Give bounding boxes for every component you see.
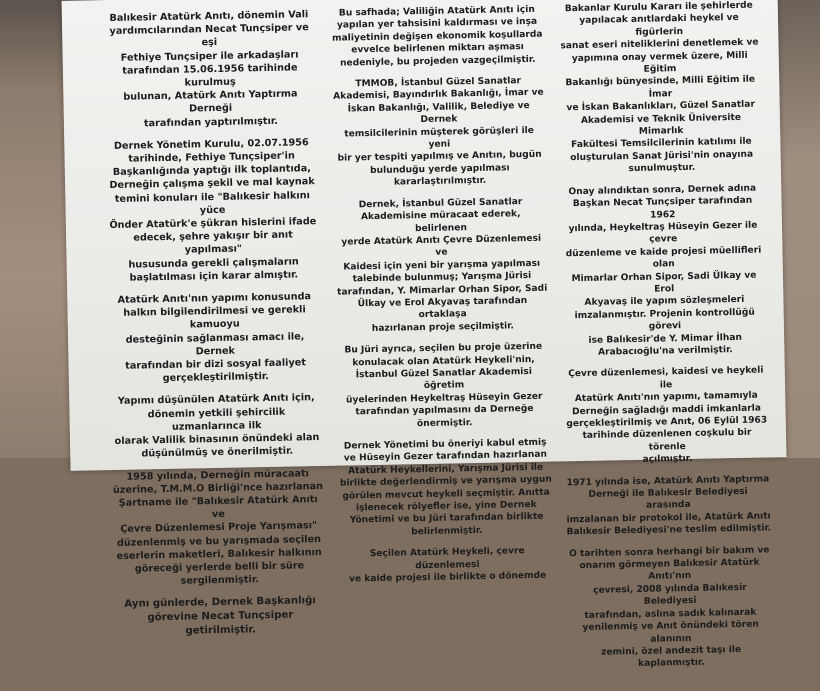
plaque-column-2 xyxy=(330,4,555,595)
paragraph: Çevre düzenlemesi, kaidesi ve heykeli ile Atatürk Anıtı'nın yapımı, tamamıyla Derneğin sağladığı maddi imkanlarla gerçekleştirilmiş ve Anıt, 06 Eylül 1963 tarihinde düzenlenen coşkulu bir törenle açılmıştır. xyxy=(566,365,768,466)
paragraph: O tarihten sonra herhangi bir bakım ve onarım görmeyen Balıkesir Atatürk Anıtı'nın çevresi, 2008 yılında Balıkesir Belediyesi tarafından, aslına sadık kalınarak yenilenmiş ve Anıt önündeki tören alanının zemini, özel andezit taşı ile kaplanmıştır. xyxy=(568,545,770,670)
paragraph: Dernek Yönetim Kurulu, 02.07.1956 tarihinde, Fethiye Tunçsiper'in Başkanlığında yaptığı ilk toplantıda, Derneğin çalışma şekil ve mal kaynak temini konuları ile "Balıkesir halkını yüce Önder Atatürk'e şükran hislerini ifade edecek, şehre yakışır bir anıt yapılması" hususunda gerekli çalışmaların başlatılması için karar almıştır. xyxy=(109,137,317,284)
paragraph: Dernek Yönetimi bu öneriyi kabul etmiş ve Hüseyin Gezer tarafından hazırlanan Atatürk Heykellerini, Yarışma Jürisi ile birlikte değerlendirmiş ve yarışma uygun görülen mevcut heykeli seçmiştir. Anıtta işlenecek rölyefler ise, yine Dernek Yönetimi ve bu Jüri tarafından birlikte belirlenmiştir. xyxy=(339,437,552,538)
paragraph: Seçilen Atatürk Heykeli, çevre düzenlemesi ve kaide projesi ile birlikte o dönemde xyxy=(348,546,547,585)
paragraph: Bu Jüri ayrıca, seçilen bu proje üzerine konulacak olan Atatürk Heykeli'nin, İstanbul Güzel Sanatlar Akademisi öğretim üyelerinden Heykeltraş Hüseyin Gezer tarafından yapılmasını da Derneğe önermiştir. xyxy=(344,341,543,429)
plaque-column-1 xyxy=(102,8,328,649)
paragraph: Atatürk Anıtı'nın yapımı konusunda halkın bilgilendirilmesi ve gerekli kamuoyu desteğinin sağlanması amacı ile, Dernek tarafından bir dizi sosyal faaliyet gerçekleştirilmiştir. xyxy=(117,291,312,385)
paragraph: TMMOB, İstanbul Güzel Sanatlar Akademisi, Bayındırlık Bakanlığı, İmar ve İskan Bakanlığı, Valilik, Belediye ve Dernek temsilcilerinin müşterek görüşleri ile yeni bir yer tespiti yapılmış ve Anıtın, bugün bulunduğu yerde yapılması kararlaştırılmıştır. xyxy=(333,76,544,188)
paragraph: 1958 yılında, Derneğin müracaatı üzerine, T.M.M.O Birliği'nce hazırlanan Şartname ile "Balıkesir Atatürk Anıtı ve Çevre Düzenlemesi Proje Yarışması" düzenlenmiş ve bu yarışmada seçilen eserlerin maketleri, Balıkesir halkının göreceği yerlerde belli bir süre sergilenmiştir. xyxy=(112,467,324,587)
paragraph: Onay alındıktan sonra, Dernek adına Başkan Necat Tunçsiper tarafından 1962 yılında, Heykeltraş Hüseyin Gezer ile çevre düzenleme ve kaide projesi müellifleri olan Mimarlar Orhan Sipor, Sadi Ülkay ve Erol Akyavaş ile yapım sözleşmeleri imzalanmıştır. Projenin kontrollüğü görevi ise Balıkesir'de Y. Mimar İlhan Arabacıoğlu'na verilmiştir. xyxy=(565,183,762,358)
paragraph: 1971 yılında ise, Atatürk Anıtı Yaptırma Derneği ile Balıkesir Belediyesi arasında imzalanan bir protokol ile, Atatürk Anıtı Balıkesir Belediyesi'ne teslim edilmiştir. xyxy=(566,474,772,538)
paragraph: Bu safhada; Valiliğin Atatürk Anıtı için yapılan yer tahsisini kaldırması ve inşa maliyetinin değişen ekonomik koşullarda evvelce belirlenen miktarı aşması nedeniyle, bu projeden vazgeçilmiştir. xyxy=(332,4,543,69)
paragraph: Dernek, İstanbul Güzel Sanatlar Akademisine müracaat ederek, belirlenen yerde Atatürk Anıtı Çevre Düzenlemesi ve Kaidesi için yeni bir yarışma yapılması talebinde bulunmuş; Yarışma Jürisi tarafından, Y. Mimarlar Orhan Sipor, Sadi Ülkay ve Erol Akyavaş tarafından ortaklaşa hazırlanan proje seçilmiştir. xyxy=(336,196,548,334)
paragraph: Yapımı düşünülen Atatürk Anıtı için, dönemin yetkili şehircilik uzmanlarınca ilk olarak Valilik binasının önündeki alan düşünülmüş ve önerilmiştir. xyxy=(114,392,320,460)
paragraph: Aynı günlerde, Dernek Başkanlığı görevine Necat Tunçsiper getirilmiştir. xyxy=(124,595,316,637)
plaque-column-3 xyxy=(556,0,775,681)
paragraph: Bakanlar Kurulu Kararı ile şehirlerde yapılacak anıtlardaki heykel ve figürlerin sanat eseri niteliklerini denetlemek ve yapımına onay vermek üzere, Milli Eğitim Bakanlığı bünyesinde, Milli Eğitim ile İmar ve İskan Bakanlıkları, Güzel Sanatlar Akademisi ve Teknik Üniversite Mimarlık Fakültesi Temsilcilerinin katılımı ile oluşturulan Sanat Jürisi'nin onayına sunulmuştur. xyxy=(560,0,759,175)
memorial-plaque xyxy=(62,0,787,670)
paragraph: Balıkesir Atatürk Anıtı, dönemin Vali yardımcılarından Necat Tunçsiper ve eşi Fethiye Tunçsiper ile arkadaşları tarafından 15.06.1956 tarihinde kurulmuş bulunan, Atatürk Anıtı Yaptırma Derneği tarafından yaptırılmıştır. xyxy=(109,9,309,129)
